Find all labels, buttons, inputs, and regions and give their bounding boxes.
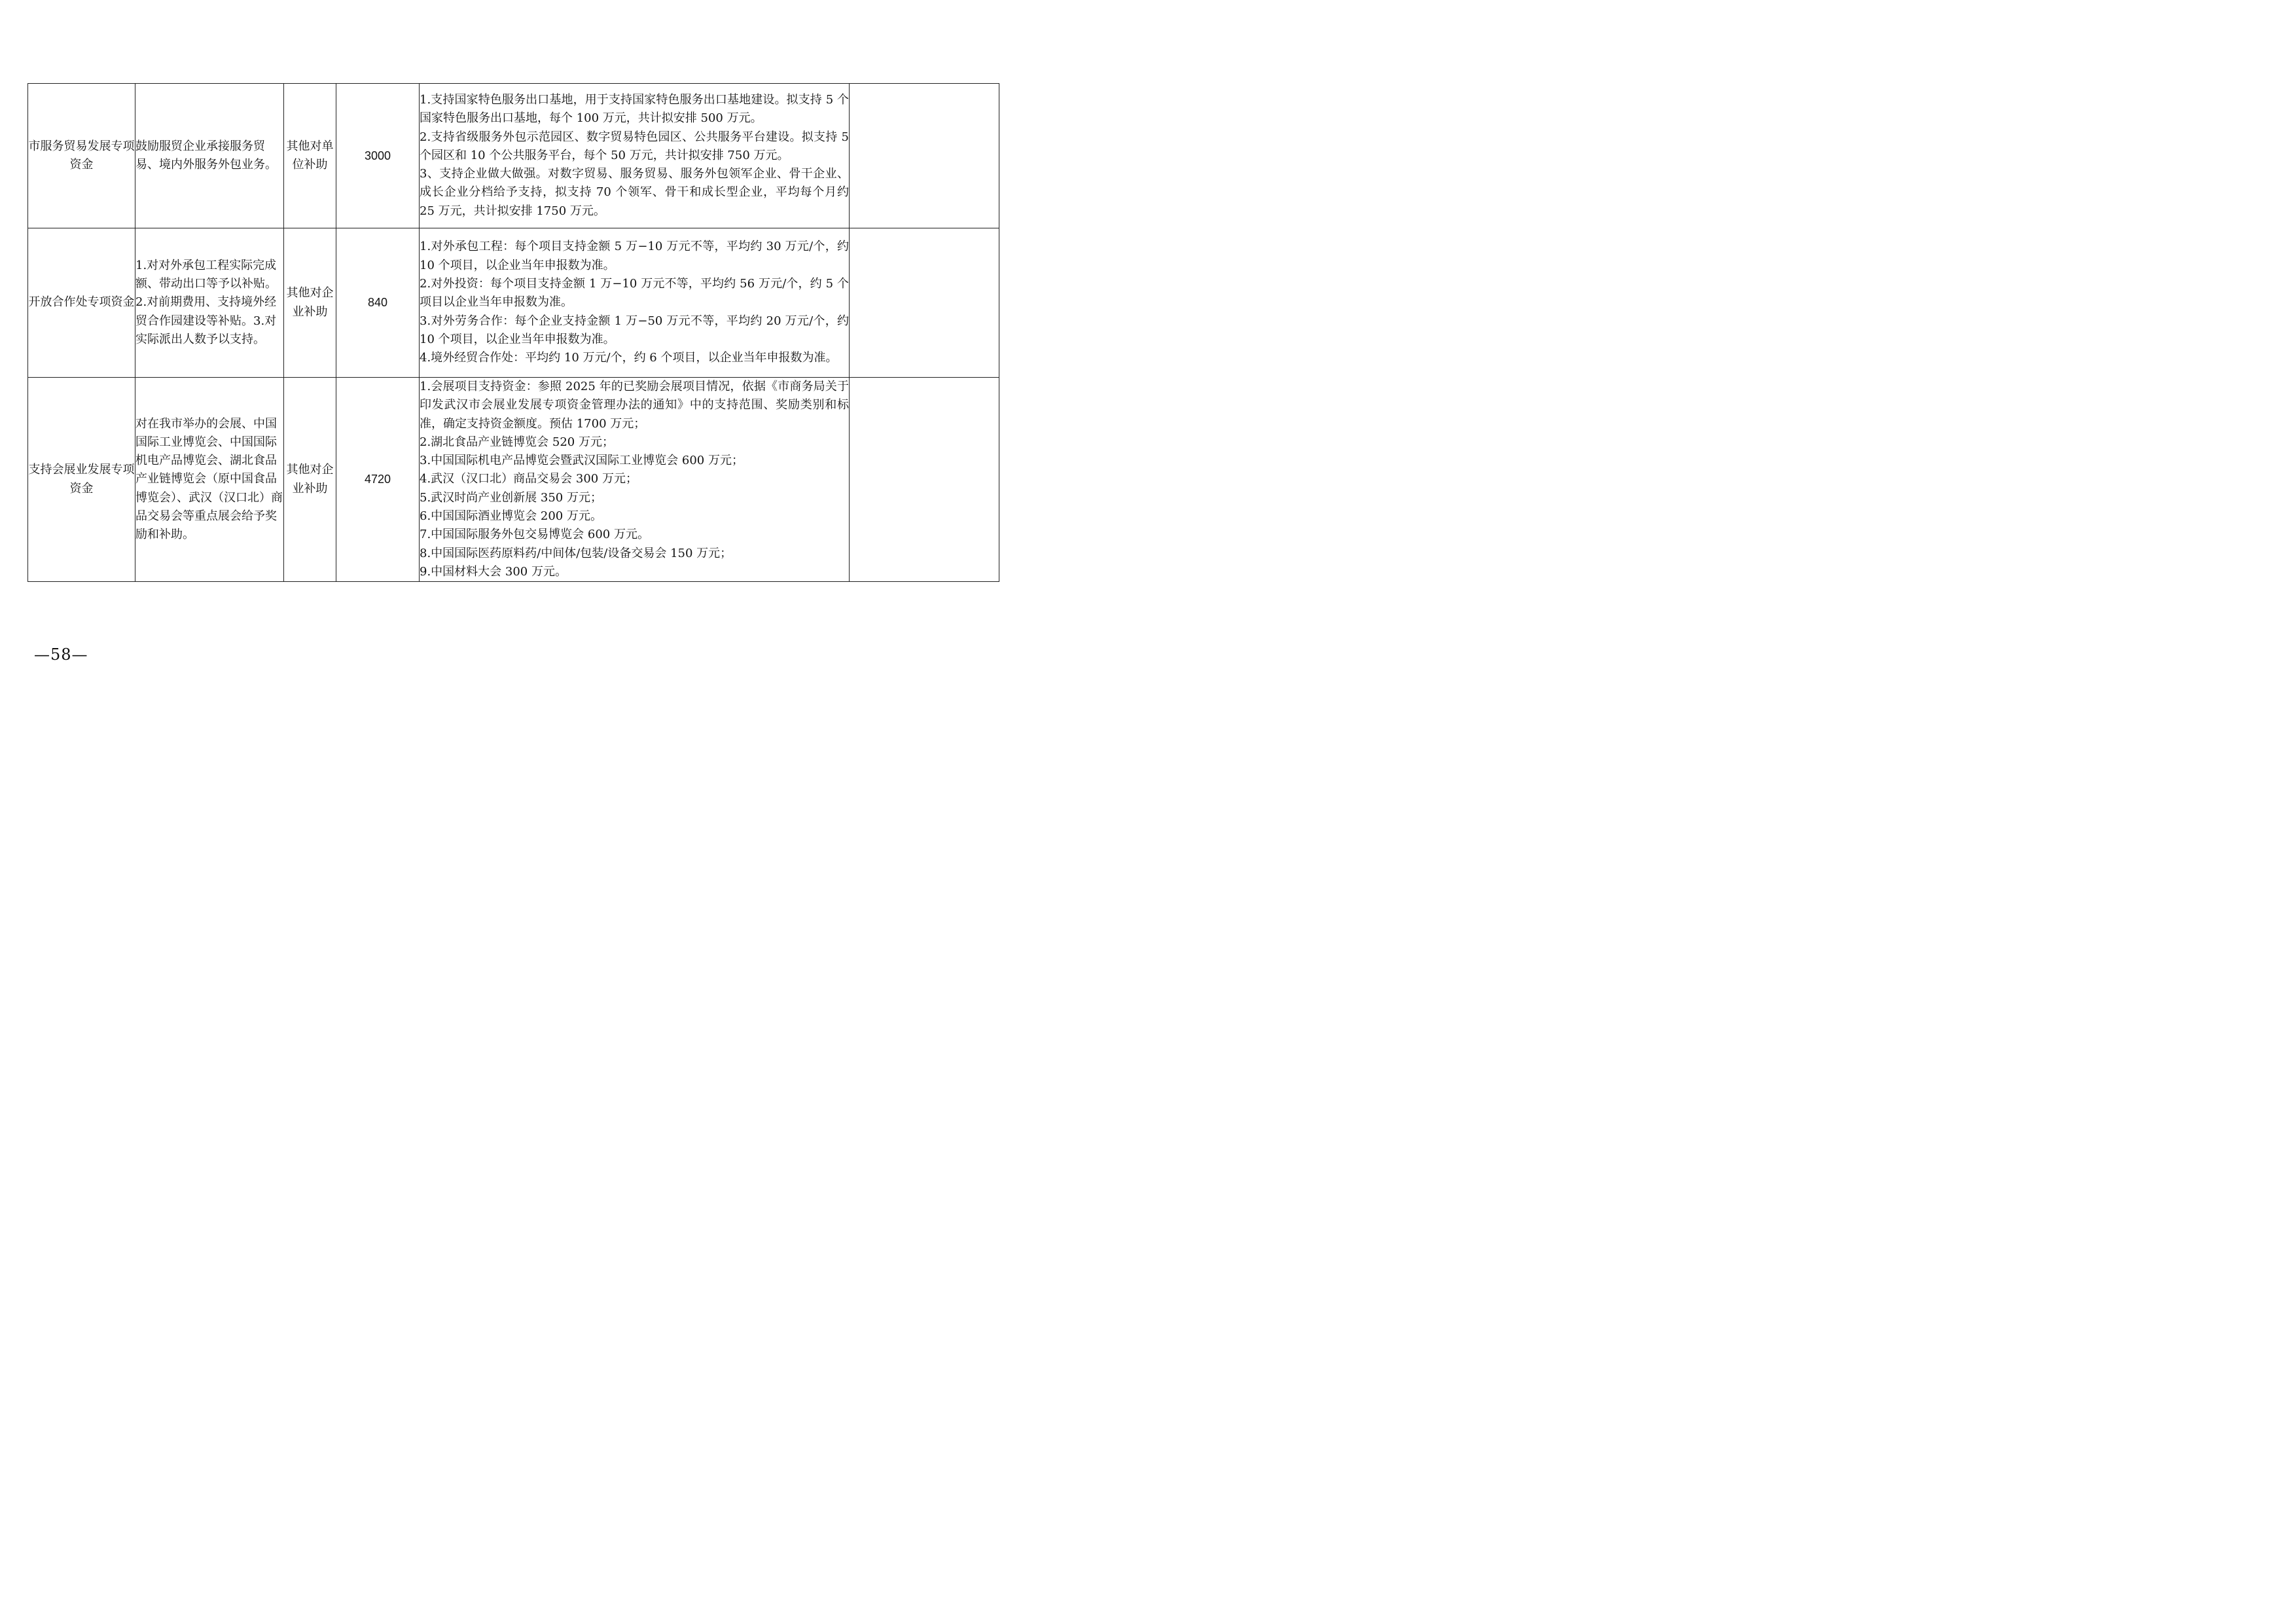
details-cell (420, 378, 850, 582)
detail-line: 1.会展项目支持资金：参照 2025 年的已奖励会展项目情况，依据《市商务局关于印发武汉市会展业发展专项资金管理办法的通知》中的支持范围、奖励类别和标准，确定支持资金额度。预估 1700 万元； (420, 380, 849, 431)
detail-line: 7.中国国际服务外包交易博览会 600 万元。 (420, 528, 649, 542)
detail-line: 1.对外承包工程：每个项目支持金额 5 万−10 万元不等，平均约 30 万元/个，约 10 个项目，以企业当年申报数为准。 (420, 240, 849, 272)
detail-line: 4.武汉（汉口北）商品交易会 300 万元； (420, 472, 637, 486)
subsidy-type-cell: 其他对企业补助 (284, 228, 336, 378)
detail-line: 2.对外投资：每个项目支持金额 1 万−10 万元不等，平均约 56 万元/个，约 5 个项目以企业当年申报数为准。 (420, 277, 849, 310)
detail-line: 5.武汉时尚产业创新展 350 万元； (420, 490, 602, 505)
detail-line: 4.境外经贸合作处：平均约 10 万元/个，约 6 个项目，以企业当年申报数为准。 (420, 351, 838, 365)
details-cell (420, 228, 850, 378)
subsidy-type-cell: 其他对企业补助 (284, 378, 336, 582)
note-cell (850, 84, 999, 228)
fund-name-cell: 开放合作处专项资金 (28, 228, 135, 378)
subsidy-type-cell: 其他对单位补助 (284, 84, 336, 228)
budget-table (27, 83, 999, 582)
fund-description-cell: 1.对对外承包工程实际完成额、带动出口等予以补贴。2.对前期费用、支持境外经贸合作园建设等补贴。3.对实际派出人数予以支持。 (135, 228, 284, 378)
note-cell (850, 228, 999, 378)
table-row (28, 84, 999, 228)
detail-line: 6.中国国际酒业博览会 200 万元。 (420, 509, 602, 524)
details-cell (420, 84, 850, 228)
detail-line: 2.湖北食品产业链博览会 520 万元； (420, 435, 614, 449)
detail-line: 8.中国国际医药原料药/中间体/包装/设备交易会 150 万元； (420, 546, 732, 560)
table-row (28, 378, 999, 582)
fund-name-cell: 市服务贸易发展专项资金 (28, 84, 135, 228)
note-cell (850, 378, 999, 582)
fund-description-cell: 鼓励服贸企业承接服务贸易、境内外服务外包业务。 (135, 84, 284, 228)
fund-name-cell: 支持会展业发展专项资金 (28, 378, 135, 582)
fund-description-cell: 对在我市举办的会展、中国国际工业博览会、中国国际机电产品博览会、湖北食品产业链博览会（原中国食品博览会）、武汉（汉口北）商品交易会等重点展会给予奖励和补助。 (135, 378, 284, 582)
amount-cell: 4720 (336, 378, 420, 582)
detail-line: 3.对外劳务合作：每个企业支持金额 1 万−50 万元不等，平均约 20 万元/个，约 10 个项目，以企业当年申报数为准。 (420, 314, 849, 346)
amount-cell: 840 (336, 228, 420, 378)
detail-line: 1.支持国家特色服务出口基地，用于支持国家特色服务出口基地建设。拟支持 5 个国家特色服务出口基地，每个 100 万元，共计拟安排 500 万元。 (420, 92, 849, 126)
detail-line: 2.支持省级服务外包示范园区、数字贸易特色园区、公共服务平台建设。拟支持 5 个园区和 10 个公共服务平台，每个 50 万元，共计拟安排 750 万元。 (420, 130, 849, 162)
detail-line: 3、支持企业做大做强。对数字贸易、服务贸易、服务外包领军企业、骨干企业、成长企业分档给予支持，拟支持 70 个领军、骨干和成长型企业，平均每个月约 25 万元，共计拟安排 1750 万元。 (420, 167, 849, 218)
table-row (28, 228, 999, 378)
detail-line: 3.中国国际机电产品博览会暨武汉国际工业博览会 600 万元； (420, 454, 744, 468)
detail-line: 9.中国材料大会 300 万元。 (420, 564, 567, 579)
amount-cell: 3000 (336, 84, 420, 228)
page-number: —58— (34, 645, 88, 664)
